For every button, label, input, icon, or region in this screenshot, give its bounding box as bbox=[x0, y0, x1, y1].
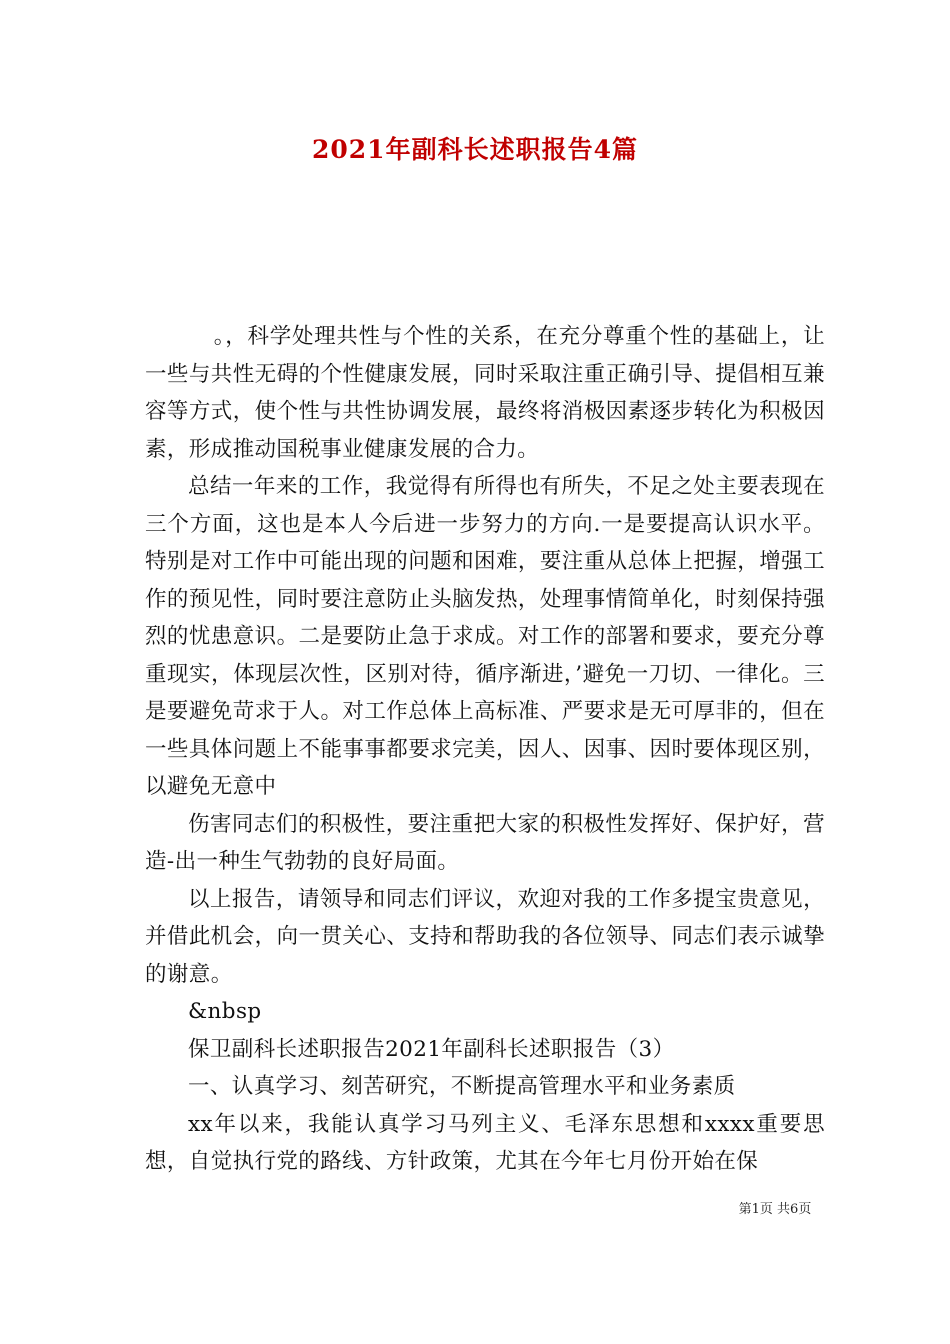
section-heading: 一、认真学习、刻苦研究，不断提高管理水平和业务素质 bbox=[188, 1074, 736, 1099]
paragraph: 。，科学处理共性与个性的关系，在充分尊重个性的基础上，让一些与共性无碍的个性健康发展，同时采取注重正确引导、提倡相互兼容等方式，使个性与共性协调发展，最终将消极因素逐步转化为积极因素，形成推动国税事业健康发展的合力。 bbox=[145, 324, 825, 462]
paragraph: 总结一年来的工作，我觉得有所得也有所失，不足之处主要表现在三个方面，这也是本人今后进一步努力的方向.一是要提高认识水平。特别是对工作中可能出现的问题和困难，要注重从总体上把握，增强工作的预见性，同时要注意防止头脑发热，处理事情简单化，时刻保持强烈的忧患意识。二是要防止急于求成。对工作的部署和要求，要充分尊重现实，体现层次性，区别对待，循序渐进，’避免一刀切、一律化。三是要避免苛求于人。对工作总体上高标准、严要求是无可厚非的，但在一些具体问题上不能事事都要求完美，因人、因事、因时要体现区别，以避免无意中 bbox=[145, 474, 825, 799]
paragraph: xx年以来，我能认真学习马列主义、毛泽东思想和xxxx重要思想，自觉执行党的路线、方针政策，尤其在今年七月份开始在保 bbox=[145, 1111, 825, 1174]
page-title: 2021年副科长述职报告4篇 bbox=[312, 135, 638, 164]
paragraph: 保卫副科长述职报告2021年副科长述职报告（3） bbox=[188, 1036, 675, 1062]
paragraph: 以上报告，请领导和同志们评议，欢迎对我的工作多提宝贵意见，并借此机会，向一贯关心、支持和帮助我的各位领导、同志们表示诚挚的谢意。 bbox=[145, 886, 825, 987]
paragraph: &nbsp bbox=[188, 999, 262, 1024]
document-body bbox=[145, 318, 825, 1181]
paragraph: 伤害同志们的积极性，要注重把大家的积极性发挥好、保护好，营造-出一种生气勃勃的良好局面。 bbox=[145, 811, 825, 874]
page-number-footer: 第1页 共6页 bbox=[738, 1202, 812, 1217]
